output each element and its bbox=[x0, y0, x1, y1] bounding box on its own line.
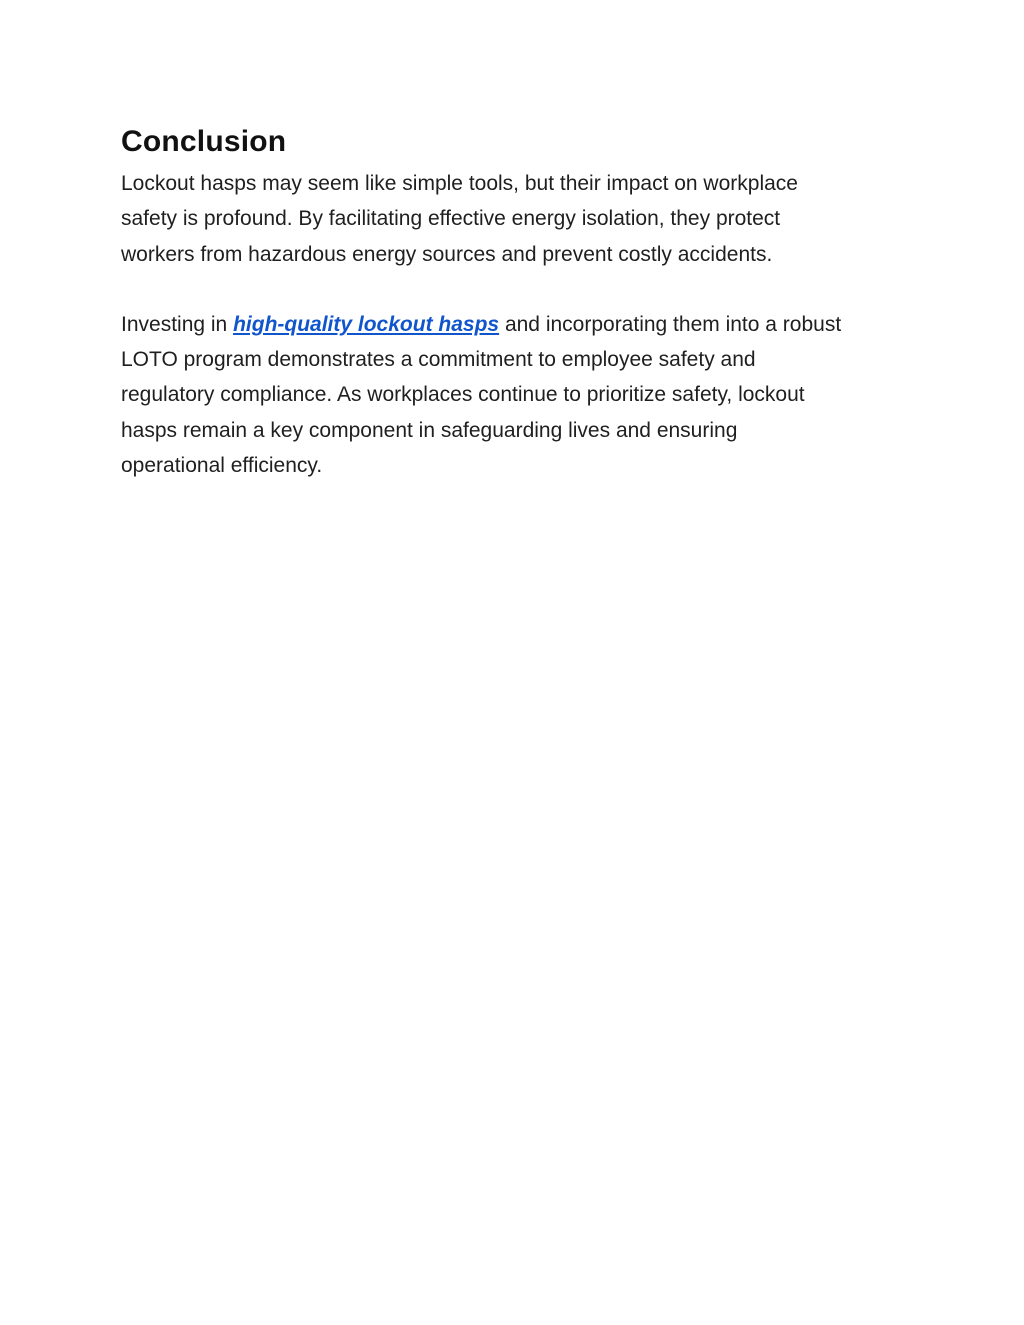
paragraph-line: safety is profound. By facilitating effective energy isolation, they protect bbox=[121, 207, 781, 231]
section-heading: Conclusion bbox=[121, 125, 287, 158]
paragraph-text: Investing in bbox=[121, 312, 234, 336]
paragraph-line: workers from hazardous energy sources and prevent costly accidents. bbox=[121, 242, 773, 266]
paragraph-investing bbox=[121, 307, 911, 483]
paragraph-intro bbox=[121, 166, 911, 272]
paragraph-line: regulatory compliance. As workplaces continue to prioritize safety, lockout bbox=[121, 383, 805, 407]
lockout-hasps-link[interactable]: high-quality lockout hasps bbox=[233, 312, 500, 336]
paragraph-line: operational efficiency. bbox=[121, 454, 323, 478]
paragraph-line: LOTO program demonstrates a commitment to employee safety and bbox=[121, 348, 756, 372]
document-page bbox=[121, 118, 911, 483]
paragraph-line: Lockout hasps may seem like simple tools, but their impact on workplace bbox=[121, 172, 798, 195]
paragraph-line: hasps remain a key component in safeguarding lives and ensuring bbox=[121, 418, 738, 442]
paragraph-text: and incorporating them into a robust bbox=[499, 312, 842, 336]
